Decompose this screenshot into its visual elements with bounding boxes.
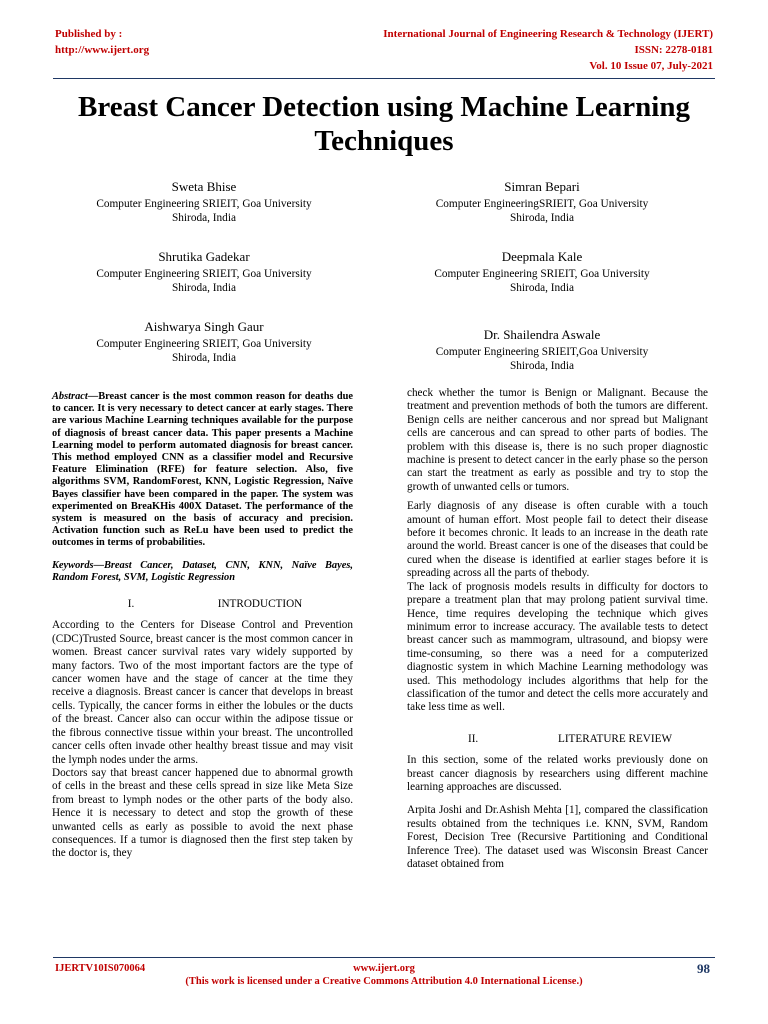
author-affiliation: Computer Engineering SRIEIT, Goa University	[96, 338, 312, 350]
author-block	[54, 318, 354, 365]
abstract	[52, 391, 353, 550]
journal-website-link[interactable]: http://www.ijert.org	[55, 44, 150, 56]
left-column	[52, 391, 353, 867]
section-heading-literature-review	[407, 733, 708, 746]
paragraph: Arpita Joshi and Dr.Ashish Mehta [1], compared the classification results obtained from the techniques i.e. KNN, SVM, Random Forest, Decision Tree (Recursive Partitioning and Conditional Inference Tree). The dataset used was Wisconsin Breast Cancer dataset obtained from	[407, 804, 708, 870]
published-by: Published by :	[55, 28, 123, 40]
header-right	[383, 26, 713, 74]
paragraph: Doctors say that breast cancer happened due to abnormal growth of cells in the breast and these cells spread in size like Meta Size from breast to lymph nodes or the other parts of the body also. Hence it is necessary to detect and stop the growth of these unwanted cells as early as possible to avoid the next phase consequences. If a tumor is diagnosed then the first step taken by the doctor is, they	[52, 766, 353, 860]
author-block	[392, 178, 692, 225]
paragraph: check whether the tumor is Benign or Malignant. Because the treatment and prevention methods of both the tumors are different. Benign cells are neither cancerous and nor spread but Malignant cells are cancerous and can spread to other parts of bodies. The problem with this disease is, there is no such proper diagnostic machine is present to detect cancer in the early phase so the person can start the treatment as early as possible and try to stop the growth of unwanted cells or tumors.	[407, 387, 708, 493]
author-affiliation: Computer Engineering SRIEIT, Goa University	[434, 268, 650, 280]
abstract-label: Abstract	[52, 391, 88, 402]
author-affiliation: Computer Engineering SRIEIT, Goa University	[96, 268, 312, 280]
author-location: Shiroda, India	[171, 212, 236, 224]
section-heading-introduction	[52, 598, 353, 611]
right-column	[407, 387, 708, 877]
abstract-text: —Breast cancer is the most common reason for deaths due to cancer. It is very necessary to detect cancer at early stages. There are various Machine Learning techniques available for the purpose of diagnosis of breast cancer data. This paper presents a Machine Learning model to perform automated diagnosis for breast cancer. This method employed CNN as a classifier model and Recursive Feature Elimination (RFE) for feature selection. Also, five algorithms SVM, RandomForest, KNN, Logistic Regression, Naïve Bayes classifier have been compared in the paper. The system was experimented on BreaKHis 400X Dataset. The performance of the system is measured on the basis of accuracy and precision. Activation function such as ReLu have been used to predict the outcomes in terms of probabilities.	[52, 391, 353, 549]
section-number: I.	[127, 598, 135, 611]
author-block	[54, 178, 354, 225]
footer-website-link[interactable]: www.ijert.org	[353, 963, 415, 974]
author-name: Sweta Bhise	[171, 179, 237, 194]
author-location: Shiroda, India	[171, 352, 236, 364]
author-name: Shrutika Gadekar	[158, 249, 250, 264]
author-location: Shiroda, India	[509, 212, 574, 224]
paper-title: Breast Cancer Detection using Machine Learning Techniques	[78, 91, 690, 157]
paragraph: The lack of prognosis models results in difficulty for doctors to prepare a treatment plan that may prolong patient survival time. Hence, time requires developing the technique which gives minimum error to increase accuracy. The available tests to detect breast cancer such as mammogram, ultrasound, and biopsy were time-consuming, so there was a need for a computerized diagnostic system in which Machine Learning methodology was used. This methodology includes algorithms that help for the classification of the tumor and detect the cells more accurately and take less time as well.	[407, 580, 708, 714]
author-affiliation: Computer Engineering SRIEIT, Goa University	[96, 198, 312, 210]
keywords: Keywords—Breast Cancer, Dataset, CNN, KNN, Naïve Bayes, Random Forest, SVM, Logistic Regression	[52, 559, 353, 583]
section-title: LITERATURE REVIEW	[557, 732, 673, 745]
author-block	[392, 326, 692, 373]
author-block	[392, 248, 692, 295]
section-title: INTRODUCTION	[217, 598, 303, 611]
author-name: Simran Bepari	[504, 179, 580, 194]
paper-id: IJERTV10IS070064	[55, 963, 146, 974]
header-divider	[53, 78, 715, 79]
author-affiliation: Computer EngineeringSRIEIT, Goa University	[435, 198, 649, 210]
page-number: 98	[697, 961, 710, 976]
issn: ISSN: 2278-0181	[634, 44, 713, 56]
paragraph: In this section, some of the related works previously done on breast cancer diagnosis by researchers using different machine learning approaches are discussed.	[407, 754, 708, 793]
volume-issue: Vol. 10 Issue 07, July-2021	[589, 60, 713, 72]
author-location: Shiroda, India	[509, 282, 574, 294]
paragraph: Early diagnosis of any disease is often curable with a touch amount of human effort. Most people fail to detect their disease before it becomes chronic. It leads to an increase in the death rate around the world. Breast cancer is one of the diseases that could be cured when the disease is identified at earlier stages before it is spreading across all the parts of thebody.	[407, 500, 708, 580]
author-location: Shiroda, India	[509, 360, 574, 372]
author-name: Aishwarya Singh Gaur	[144, 319, 264, 334]
author-block	[54, 248, 354, 295]
author-affiliation: Computer Engineering SRIEIT,Goa University	[435, 346, 649, 358]
section-number: II.	[467, 732, 479, 745]
paragraph: According to the Centers for Disease Control and Prevention (CDC)Trusted Source, breast cancer is the most common cancer in women. Breast cancer survival rates vary widely supported by many factors. Two of the most important factors are the type of cancer women have and the stage of cancer at the time they receive a diagnosis. Breast cancer is cancer that develops in breast cells. Typically, the cancer forms in either the lobules or the ducts of the breast. Cancer also can occur within the adipose tissue or the fibrous connective tissue within your breast. The uncontrolled cancer cells often invade other healthy breast tissue and may visit the lymph nodes under the arms.	[52, 619, 353, 766]
footer-divider	[53, 957, 715, 958]
journal-name: International Journal of Engineering Research & Technology (IJERT)	[383, 28, 713, 40]
header-left	[55, 26, 149, 58]
author-name: Dr. Shailendra Aswale	[483, 327, 601, 342]
author-name: Deepmala Kale	[501, 249, 583, 264]
author-location: Shiroda, India	[171, 282, 236, 294]
license-notice: (This work is licensed under a Creative Commons Attribution 4.0 International License.)	[185, 976, 583, 987]
